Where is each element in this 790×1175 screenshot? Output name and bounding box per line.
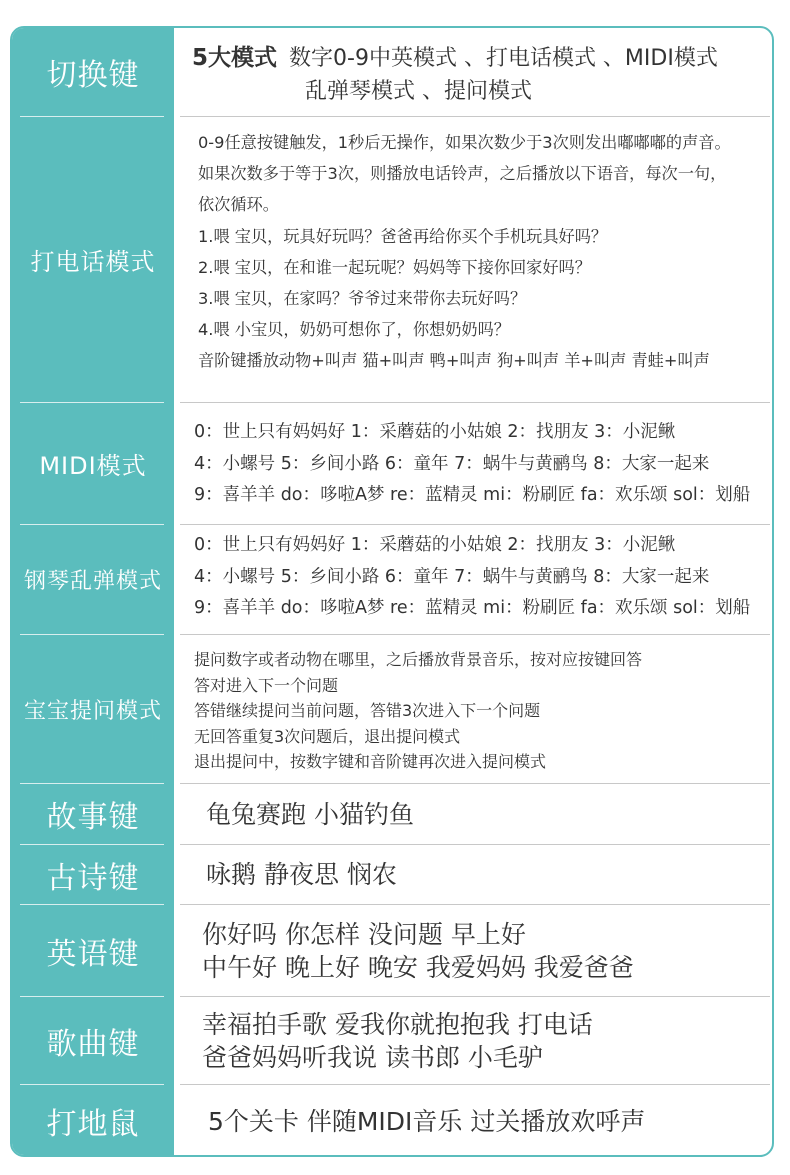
text-line: 0-9任意按键触发，1秒后无操作，如果次数少于3次则发出嘟嘟嘟的声音。	[198, 133, 731, 152]
text-line: 答对进入下一个问题	[194, 675, 339, 695]
modes-line-1: 数字0-9中英模式 、打电话模式 、MIDI模式	[289, 46, 718, 71]
row-content	[180, 525, 772, 634]
row-whack-mole	[12, 1085, 772, 1157]
row-question-mode	[12, 635, 772, 783]
text-line: 中午好 晚上好 晚安 我爱妈妈 我爱爸爸	[202, 952, 634, 982]
row-phone-mode	[12, 117, 772, 402]
text-line: 龟兔赛跑 小猫钓鱼	[206, 799, 414, 829]
text-line: 无回答重复3次问题后，退出提问模式	[194, 726, 461, 746]
row-story-key	[12, 784, 772, 844]
row-label: 歌曲键	[46, 1026, 140, 1062]
row-label: 切换键	[46, 58, 140, 93]
row-content	[180, 845, 772, 904]
text-line: 0：世上只有妈妈好 1：采蘑菇的小姑娘 2：找朋友 3：小泥鳅	[194, 422, 676, 442]
row-song-key	[12, 997, 772, 1084]
text-line: 如果次数多于等于3次，则播放电话铃声，之后播放以下语音，每次一句，	[198, 164, 727, 184]
modes-count: 5大模式	[192, 45, 278, 71]
modes-line-2: 乱弹琴模式 、提问模式	[305, 79, 532, 104]
row-content	[180, 905, 772, 996]
text-line: 4：小螺号 5：乡间小路 6：童年 7：蜗牛与黄鹂鸟 8：大家一起来	[194, 453, 710, 474]
row-content	[180, 635, 772, 783]
row-midi-mode	[12, 403, 772, 524]
row-piano-mode	[12, 525, 772, 634]
row-english-key	[12, 905, 772, 996]
row-content	[180, 28, 772, 116]
text-line: 音阶键播放动物+叫声 猫+叫声 鸭+叫声 狗+叫声 羊+叫声 青蛙+叫声	[198, 351, 710, 371]
feature-table	[10, 26, 774, 1157]
text-line: 依次循环。	[198, 195, 279, 215]
row-label: 钢琴乱弹模式	[23, 569, 162, 594]
text-line: 你好吗 你怎样 没问题 早上好	[202, 919, 526, 949]
text-line: 爸爸妈妈听我说 读书郎 小毛驴	[202, 1042, 543, 1072]
row-content	[180, 403, 772, 524]
text-line: 退出提问中，按数字键和音阶键再次进入提问模式	[194, 752, 547, 771]
row-content	[180, 117, 772, 402]
row-label: 打电话模式	[30, 248, 156, 276]
row-content	[180, 1085, 772, 1157]
row-label: 宝宝提问模式	[23, 698, 162, 724]
row-label: 英语键	[46, 936, 140, 972]
text-line: 咏鹅 静夜思 悯农	[206, 860, 397, 889]
text-line: 9：喜羊羊 do：哆啦A梦 re：蓝精灵 mi：粉刷匠 fa：欢乐颂 sol：划船	[194, 485, 751, 505]
row-label: MIDI模式	[39, 452, 147, 480]
row-label: 打地鼠	[46, 1107, 140, 1142]
text-line: 提问数字或者动物在哪里，之后播放背景音乐，按对应按键回答	[194, 650, 643, 669]
row-label: 故事键	[46, 800, 140, 835]
row-label: 古诗键	[46, 860, 140, 896]
row-content	[180, 784, 772, 844]
text-line: 0：世上只有妈妈好 1：采蘑菇的小姑娘 2：找朋友 3：小泥鳅	[194, 535, 676, 555]
text-line: 9：喜羊羊 do：哆啦A梦 re：蓝精灵 mi：粉刷匠 fa：欢乐颂 sol：划船	[194, 598, 751, 618]
text-line: 5个关卡 伴随MIDI音乐 过关播放欢呼声	[208, 1106, 646, 1136]
row-content	[180, 997, 772, 1084]
row-switch-key	[12, 28, 772, 116]
text-line: 幸福拍手歌 爱我你就抱抱我 打电话	[202, 1009, 593, 1039]
text-line: 4.喂 小宝贝，奶奶可想你了，你想奶奶吗？	[198, 320, 510, 340]
text-line: 3.喂 宝贝，在家吗？爷爷过来带你去玩好吗？	[198, 289, 527, 309]
row-poem-key	[12, 845, 772, 904]
text-line: 2.喂 宝贝，在和谁一起玩呢？妈妈等下接你回家好吗？	[198, 257, 591, 277]
text-line: 4：小螺号 5：乡间小路 6：童年 7：蜗牛与黄鹂鸟 8：大家一起来	[194, 566, 710, 587]
text-line: 答错继续提问当前问题，答错3次进入下一个问题	[194, 701, 541, 720]
text-line: 1.喂 宝贝，玩具好玩吗？爸爸再给你买个手机玩具好吗？	[198, 226, 608, 246]
